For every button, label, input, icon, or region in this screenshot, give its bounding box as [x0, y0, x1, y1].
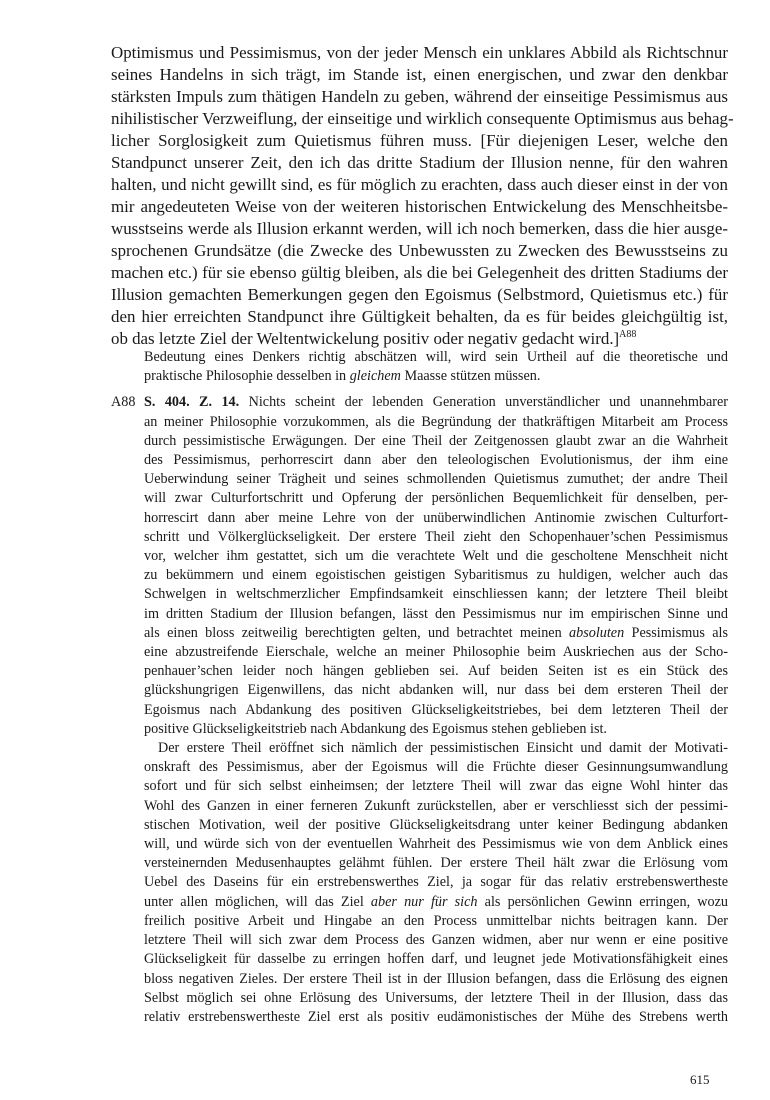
note-text: als persönlichen Gewinn erringen, wozu: [477, 893, 728, 910]
note-line: positive Glückseligkeitstrieb nach Abdankung des Egoismus stehen geblieben ist.: [144, 720, 607, 737]
footnote-marker[interactable]: A88: [619, 329, 637, 340]
note-text: Maasse stützen müssen.: [400, 368, 541, 385]
note-line: Uebel des Daseins für ein erstrebenswerthes Ziel, ja sogar für das relativ erstrebenswertheste: [144, 874, 728, 891]
note-line: [144, 393, 728, 412]
note-line: penhauer’schen leider noch hängen geblieben sei. Auf beiden Seiten ist es ein Stück des: [144, 663, 728, 680]
note-continuation: [111, 348, 728, 386]
note-line: durch pessimistische Erwägungen. Der eine Theil der Zeitgenossen glaubt zwar an die Wahrheit: [144, 432, 728, 449]
note-emphasis: aber nur für sich: [370, 893, 478, 910]
note-line: [144, 893, 728, 912]
note-line: an meiner Philosophie vorzukommen, als die Begründung der thatkräftigen Mitarbeit am Process: [144, 413, 728, 430]
note-line: im dritten Stadium der Illusion befangen, lässt den Pessimismus nur im empirischen Sinne und: [144, 605, 728, 622]
text-line: stärksten Impuls zum thätigen Handeln zu geben, während der einseitige Pessimismus aus: [111, 87, 728, 106]
note-line: bloss negativen Zieles. Der erstere Theil ist in der Illusion befangen, dass die Erlösung des eignen: [144, 970, 728, 987]
text-line: den hier erreichten Standpunct ihre Gültigkeit behalten, da es für beides gleichgültig ist,: [111, 307, 728, 326]
note-line: Bedeutung eines Denkers richtig abschätzen will, wird sein Urtheil auf die theoretische und: [144, 349, 728, 365]
note-label: A88: [111, 394, 136, 411]
note-line: Wohl des Ganzen in einer ferneren Zukunft zurückstellen, aber er verschliesst sich der pessimi-: [144, 797, 728, 814]
note-line: horrescirt dann aber meine Lehre von der unüberwindlichen Antinomie zwischen Culturfort-: [144, 509, 728, 526]
note-line: sofort und für sich selbst einheimsen; der letztere Theil will zwar das eigne Wohl hinter das: [144, 778, 728, 795]
note-emphasis: gleichem: [349, 368, 401, 385]
note-line: Selbst möglich sei ohne Erlösung des Universums, der letztere Theil in der Illusion, dass das: [144, 989, 728, 1006]
text-line: licher Sorglosigkeit zum Quietismus führen muss. [Für diejenigen Leser, welche den: [111, 131, 728, 150]
note-line: onskraft des Pessimismus, aber der Egoismus will die Früchte dieser Gesinnungsumwandlung: [144, 759, 728, 776]
note-line: glückshungrigen Eigenwillens, das nicht abdanken will, nur dass bei dem ersteren Theil der: [144, 682, 728, 699]
note-text: unter allen möglichen, will das Ziel: [144, 893, 371, 910]
note-line: Schwelgen in weltschmerzlicher Empfindsamkeit einschliessen kann; der letztere Theil bleibt: [144, 586, 728, 603]
text-line: halten, und nicht gewillt sind, es für möglich zu erachten, dass auch dieser einst in der von: [111, 175, 728, 194]
note-text: Pessimismus als: [624, 624, 728, 641]
text-line: sprochenen Grundsätze (die Zwecke des Unbewussten zu Zwecken des Bewusstseins zu: [111, 241, 728, 260]
note-line: zu bekümmern und einem egoistischen geistigen Sybaritismus zu huldigen, welcher auch das: [144, 567, 728, 584]
note-line: eine abzustreifende Eierschale, welche an meiner Philosophie beim Auskriechen aus der Scho-: [144, 644, 728, 661]
note-line: schritt und Völkerglückseligkeit. Der erstere Theil zieht den Schopenhauer’schen Pessimismus: [144, 528, 728, 545]
note-text: als einen bloss zeitweilig berechtigten gelten, und betrachtet meinen: [144, 624, 570, 641]
text-line: Illusion gemachten Bemerkungen gegen den Egoismus (Selbstmord, Quietismus etc.) für: [111, 285, 728, 304]
note-line: versteinernden Medusenhauptes gelähmt fühlen. Der erstere Theil hält zwar die Erlösung vom: [144, 855, 728, 872]
text-line: Standpunct unserer Zeit, den ich das dritte Stadium der Illusion nenne, für den wahren: [111, 153, 728, 172]
note-line: vor, welcher ihm gestattet, sich um die verachtete Welt und die gescholtene Menschheit nicht: [144, 548, 728, 565]
text-line: nihilistischer Verzweiflung, der einseitige und wirklich consequente Optimismus aus behag-: [111, 109, 734, 128]
note-line: [144, 624, 728, 643]
text-line-content: ob das letzte Ziel der Weltentwickelung positiv oder negativ gedacht wird.]: [111, 329, 620, 348]
note-line: Glückseligkeit für dasselbe zu erringen hoffen darf, und leugnet jede Motivationsfähigkeit eines: [144, 951, 728, 968]
note-line: will, und würde sich von der eventuellen Wahrheit des Pessimismus wie von dem Anblick eines: [144, 836, 728, 853]
text-line: mir angedeuteten Weise von der weiteren historischen Entwickelung des Menschheitsbe-: [111, 197, 728, 216]
note-text: praktische Philosophie desselben in: [144, 368, 350, 385]
note-line: freilich positive Arbeit und Hingabe an den Process unmittelbar nichts beitragen kann. Der: [144, 912, 728, 929]
note-a88: [111, 393, 728, 1027]
note-line: Der erstere Theil eröffnet sich nämlich der pessimistischen Einsicht und damit der Motivati-: [158, 740, 728, 757]
note-line: des Pessimismus, perhorrescirt dann aber den teleologischen Evolutionismus, der ihm eine: [144, 452, 728, 469]
note-line: letztere Theil will sich zwar dem Process des Ganzen widmen, aber nur wenn er eine positive: [144, 932, 728, 949]
note-line: relativ erstrebenswertheste Ziel erst als positiv eudämonistisches der Mühe des Strebens werth: [144, 1008, 728, 1025]
main-text: [111, 42, 734, 350]
note-reference: S. 404. Z. 14.: [144, 394, 240, 411]
note-text: Nichts scheint der lebenden Generation unverständlicher und unannehmbarer: [239, 394, 729, 411]
text-line: seines Handelns in sich trägt, im Stande ist, einen energischen, und zwar den denkbar: [111, 65, 728, 84]
note-line: will zwar Culturfortschritt und Opferung der persönlichen Bequemlichkeit für denselben, per-: [144, 490, 728, 507]
note-emphasis: absoluten: [569, 624, 625, 641]
note-line: Egoismus nach Abdankung des positiven Glückseligkeitstriebes, bei dem letzteren Theil der: [144, 701, 728, 718]
note-line: Ueberwindung seiner Trägheit und seines schmollenden Quietismus zumuthet; der andre Theil: [144, 471, 728, 488]
note-line: stischen Motivation, weil der positive Glückseligkeitsdrang unter keiner Bedingung abdanken: [144, 816, 728, 833]
text-line: Optimismus und Pessimismus, von der jeder Mensch ein unklares Abbild als Richtschnur: [111, 43, 728, 62]
text-line: machen etc.) für sie ebenso gültig bleiben, als die bei Gelegenheit des dritten Stadiums der: [111, 263, 728, 282]
text-line-last: [111, 328, 728, 350]
annotations: [111, 348, 728, 1027]
note-line: [144, 367, 728, 386]
text-line: wusstseins werde als Illusion erkannt werden, will ich noch bemerken, dass die hier ausge-: [111, 219, 728, 238]
page-number: 615: [690, 1072, 710, 1087]
